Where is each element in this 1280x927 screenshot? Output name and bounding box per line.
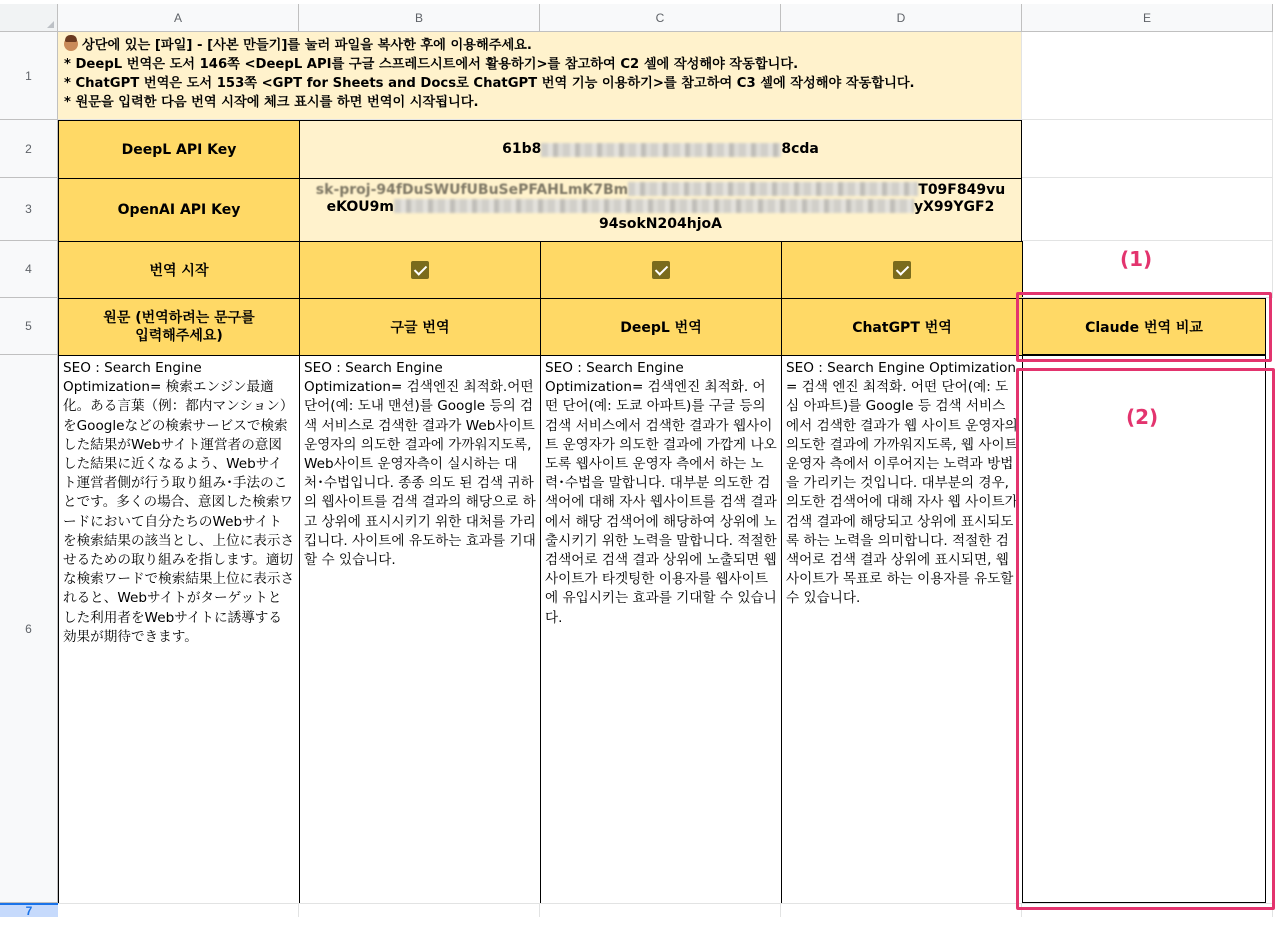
source-header[interactable]: 원문 (번역하려는 문구를 입력해주세요) xyxy=(58,298,300,356)
person-emoji-icon xyxy=(64,37,78,51)
row-header-3[interactable]: 3 xyxy=(0,178,58,241)
chatgpt-header[interactable]: ChatGPT 번역 xyxy=(781,298,1023,356)
row-header-7[interactable]: 7 xyxy=(0,903,58,917)
google-header[interactable]: 구글 번역 xyxy=(299,298,541,356)
column-header-b[interactable]: B xyxy=(299,4,540,32)
row-header-6[interactable]: 6 xyxy=(0,355,58,903)
google-start-checkbox[interactable] xyxy=(411,261,429,279)
row-header-2[interactable]: 2 xyxy=(0,120,58,178)
cell-c4[interactable] xyxy=(540,241,782,299)
row-header-1[interactable]: 1 xyxy=(0,32,58,120)
cell-d4[interactable] xyxy=(781,241,1023,299)
annotation-label-1: (1) xyxy=(1120,247,1153,271)
source-text-cell[interactable]: SEO : Search Engine Optimization= 検索エンジン最適化。ある言葉（例：都内マンション）をGoogleなどの検索サービスで検索した結果がWebサイト運営者の意図した結果に近くなるよう、Webサイト運営者側が行う取り組み･手法のことです。多くの場合、意図した検索ワードにおいて自分たちのWebサイトを検索結果の該当とし、上位に表示させるための取り組みを指します。適切な検索ワードで検索結果上位に表示されると、Webサイトがターゲットとした利用者をWebサイトに誘導する効果が期待できます。 xyxy=(58,355,300,904)
column-header-d[interactable]: D xyxy=(781,4,1022,32)
redacted-blur xyxy=(541,143,781,157)
cell-a7[interactable] xyxy=(58,903,299,917)
openai-key-label[interactable]: OpenAI API Key xyxy=(58,178,300,242)
row-header-4[interactable]: 4 xyxy=(0,241,58,298)
notice-line-2: * DeepL 번역은 도서 146쪽 <DeepL API를 구글 스프레드시트에서 활용하기>를 참고하여 C2 셀에 작성해야 작동합니다. xyxy=(64,57,799,72)
redacted-blur xyxy=(628,182,918,196)
notice-line-3: * ChatGPT 번역은 도서 153쪽 <GPT for Sheets and Docs로 ChatGPT 번역 기능 이용하기>를 참고하여 C3 셀에 작성해야 작동합니다. xyxy=(64,76,915,91)
chatgpt-translation-cell[interactable]: SEO : Search Engine Optimization = 검색 엔진 최적화. 어떤 단어(예: 도심 아파트)를 Google 등 검색 서비스에서 검색한 결과가 웹 사이트 운영자의 의도한 결과에 가까워지도록, 웹 사이트 운영자 측에서 이루어지는 노력과 방법을 가리키는 것입니다. 대부분의 경우, 의도한 검색어에 대해 자사 웹 사이트가 검색 결과에 해당되고 상위에 표시되도록 하는 노력을 의미합니다. 적절한 검색어로 검색 결과 상위에 표시되면, 웹 사이트가 목표로 하는 이용자를 유도할 수 있습니다. xyxy=(781,355,1023,904)
openai-key-value[interactable]: sk-proj-94fDuSWUfUBuSePFAHLmK7Bm T09F849vu eKOU9m yX99YGF2 94sokN204hjoA xyxy=(299,178,1022,242)
column-header-c[interactable]: C xyxy=(540,4,781,32)
cell-c7[interactable] xyxy=(540,903,781,917)
select-all-corner[interactable] xyxy=(0,4,58,32)
cell-e3[interactable] xyxy=(1022,178,1273,241)
claude-header[interactable]: Claude 번역 비교 xyxy=(1022,298,1266,355)
notice-line-1: 상단에 있는 [파일] - [사본 만들기]를 눌러 파일을 복사한 후에 이용해주세요. xyxy=(64,36,1015,55)
chatgpt-start-checkbox[interactable] xyxy=(893,261,911,279)
annotation-box-1 xyxy=(1016,292,1272,362)
row-header-5[interactable]: 5 xyxy=(0,298,58,355)
cell-d7[interactable] xyxy=(781,903,1022,917)
start-translation-label[interactable]: 번역 시작 xyxy=(58,241,300,299)
deepl-key-label[interactable]: DeepL API Key xyxy=(58,120,300,179)
deepl-header[interactable]: DeepL 번역 xyxy=(540,298,782,356)
column-header-e[interactable]: E xyxy=(1022,4,1273,32)
column-header-a[interactable]: A xyxy=(58,4,299,32)
deepl-key-value[interactable]: 61b8 8cda xyxy=(299,120,1022,179)
google-translation-cell[interactable]: SEO : Search Engine Optimization= 검색엔진 최적화.어떤 단어(예: 도내 맨션)를 Google 등의 검색 서비스로 검색한 결과가 Web사이트 운영자의 의도한 결과에 가까워지도록, Web사이트 운영자측이 실시하는 대처･수법입니다. 종종 의도 된 검색 귀하의 웹사이트를 검색 결과의 해당으로 하고 상위에 표시시키기 위한 대처를 가리킵니다. 사이트에 유도하는 효과를 기대할 수 있습니다. xyxy=(299,355,541,904)
cell-b4[interactable] xyxy=(299,241,541,299)
cell-e1[interactable] xyxy=(1022,32,1273,120)
annotation-box-2 xyxy=(1016,368,1275,910)
annotation-label-2: (2) xyxy=(1126,405,1159,429)
cell-b7[interactable] xyxy=(299,903,540,917)
notice-line-4: * 원문을 입력한 다음 번역 시작에 체크 표시를 하면 번역이 시작됩니다. xyxy=(64,95,479,110)
notice-cell[interactable] xyxy=(58,32,1022,120)
redacted-blur xyxy=(394,199,914,213)
deepl-translation-cell[interactable]: SEO : Search Engine Optimization= 검색엔진 최적화. 어떤 단어(예: 도쿄 아파트)를 구글 등의 검색 서비스에서 검색한 결과가 웹사이트 운영자가 의도한 결과에 가깝게 나오도록 웹사이트 운영자 측에서 하는 노력･수법을 말합니다. 대부분 의도한 검색어에 대해 자사 웹사이트를 검색 결과에서 해당 검색어에 해당하여 상위에 노출시키기 위한 노력을 말합니다. 적절한 검색어로 검색 결과 상위에 노출되면 웹사이트가 타겟팅한 이용자를 웹사이트에 유입시키는 효과를 기대할 수 있습니다. xyxy=(540,355,782,904)
deepl-start-checkbox[interactable] xyxy=(652,261,670,279)
cell-e2[interactable] xyxy=(1022,120,1273,178)
